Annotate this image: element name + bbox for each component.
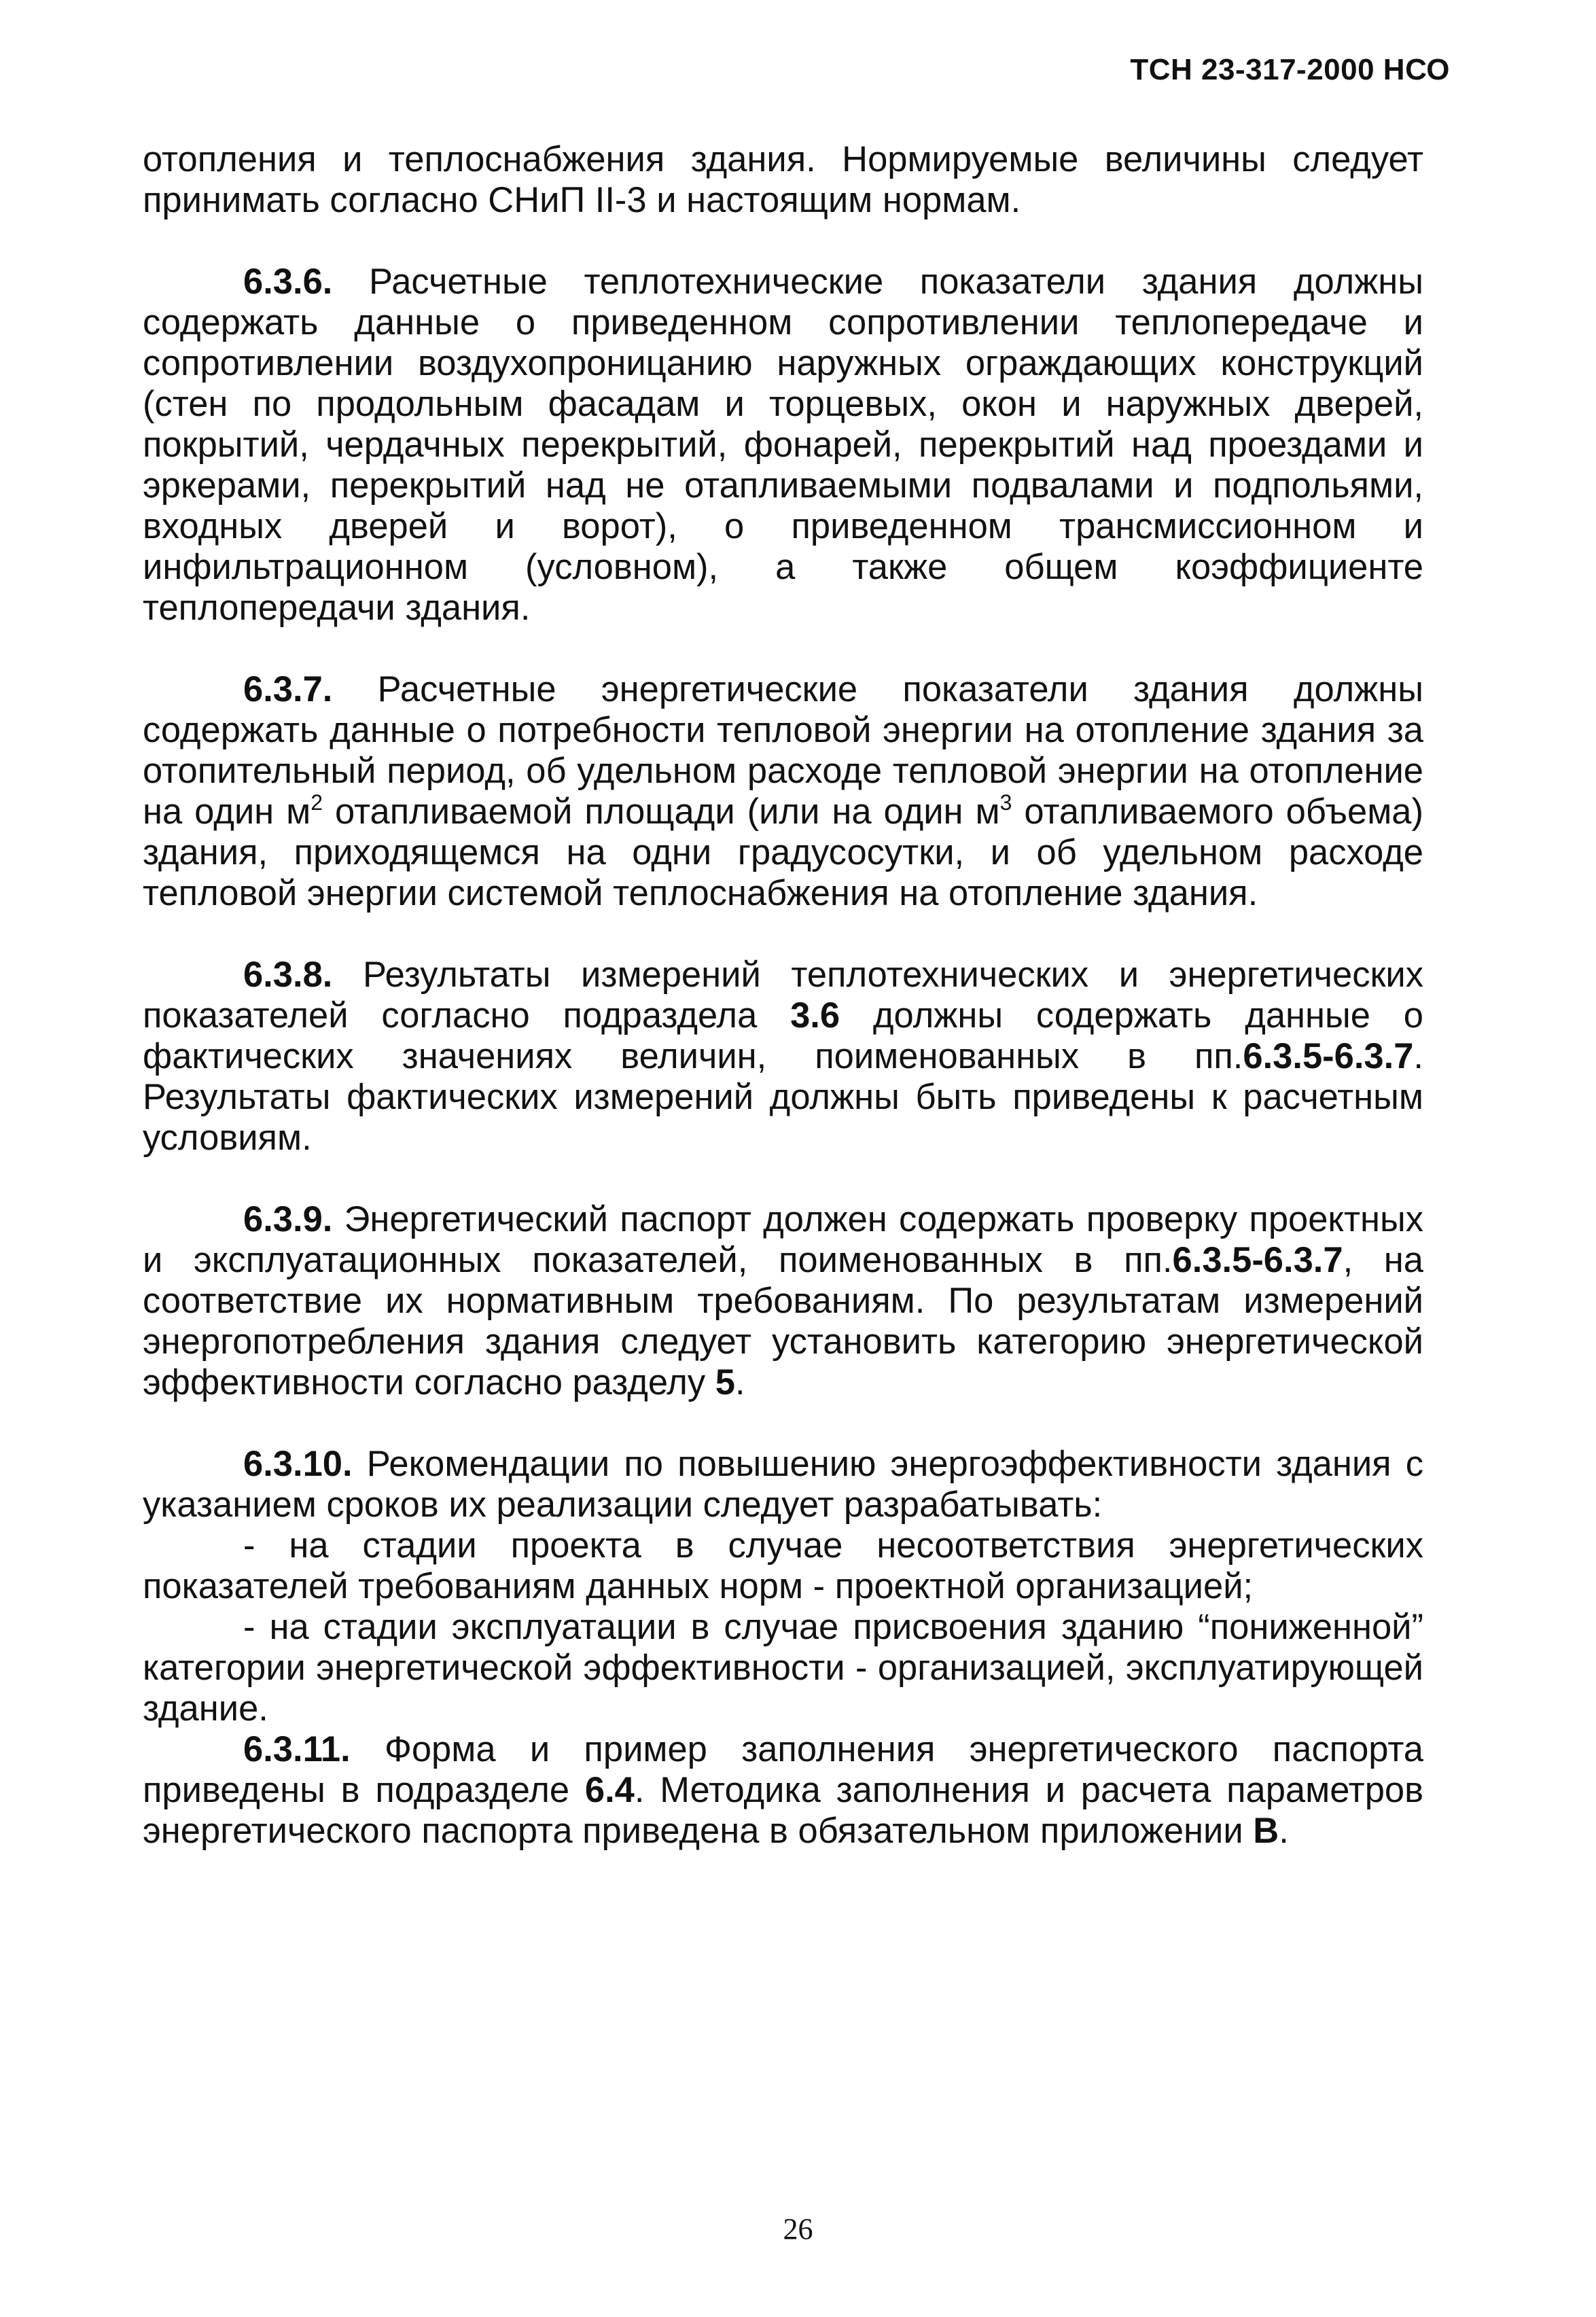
list-item-operation-stage: - на стадии эксплуатации в случае присвоения зданию “пониженной” категории энергетической эффективности - организацией, эксплуатирующей здание. bbox=[143, 1607, 1423, 1729]
clause-text: Рекомендации по повышению энергоэффективности здания с указанием сроков их реализации следует разрабатывать: bbox=[143, 1444, 1423, 1525]
clause-text: Форма и пример заполнения энергетического паспорта приведены в подразделе bbox=[143, 1729, 1423, 1810]
paragraph-continuation: отопления и теплоснабжения здания. Нормируемые величины следует принимать согласно СНиП II-3 и настоящим нормам. bbox=[143, 139, 1423, 220]
paragraph-6-3-7 bbox=[143, 669, 1423, 914]
clause-text: Энергетический паспорт должен содержать проверку проектных и эксплуатационных показателей, поименованных в пп. bbox=[143, 1199, 1423, 1280]
clause-text: Расчетные теплотехнические показатели здания должны содержать данные о приведенном сопротивлении теплопередаче и сопротивлении воздухопроницанию наружных ограждающих конструкций (стен по продольным фасадам и торцевых, окон и наружных дверей, покрытий, чердачных перекрытий, фонарей, перекрытий над проездами и эркерами, перекрытий над не отапливаемыми подвалами и подпольями, входных дверей и ворот), о приведенном трансмиссионном и инфильтрационном (условном), а также общем коэффициенте теплопередачи здания. bbox=[143, 262, 1423, 628]
paragraph-6-3-11 bbox=[143, 1729, 1423, 1852]
section-reference: 6.3.5-6.3.7 bbox=[1243, 1036, 1414, 1076]
clause-text: . Методика заполнения и расчета параметров энергетического паспорта приведена в обязательном приложении bbox=[143, 1770, 1424, 1851]
clause-number: 6.3.9. bbox=[243, 1199, 333, 1239]
section-reference: 6.4 bbox=[584, 1770, 635, 1810]
appendix-reference: В bbox=[1253, 1811, 1279, 1851]
clause-text: . bbox=[1279, 1811, 1289, 1851]
paragraph-6-3-6 bbox=[143, 262, 1423, 629]
paragraph-6-3-10 bbox=[143, 1444, 1423, 1525]
clause-text: Расчетные энергетические показатели здания должны содержать данные о потребности тепловой энергии на отопление здания за отопительный период, об удельном расходе тепловой энергии на отопление на один м bbox=[143, 669, 1423, 832]
clause-text: . bbox=[734, 1362, 745, 1402]
clause-text: отапливаемой площади (или на один м bbox=[323, 792, 1000, 832]
clause-number: 6.3.6. bbox=[243, 262, 333, 302]
superscript: 2 bbox=[311, 790, 323, 815]
clause-number: 6.3.7. bbox=[243, 669, 333, 709]
document-body bbox=[143, 139, 1423, 1852]
clause-text: , на соответствие их нормативным требованиям. По результатам измерений энергопотребления здания следует установить категорию энергетической эффективности согласно разделу bbox=[143, 1240, 1423, 1402]
section-reference: 3.6 bbox=[790, 995, 840, 1036]
clause-number: 6.3.11. bbox=[243, 1729, 351, 1769]
document-code-header: ТСН 23-317-2000 НСО bbox=[1130, 53, 1450, 86]
list-item-project-stage: - на стадии проекта в случае несоответствия энергетических показателей требованиям данных норм - проектной организацией; bbox=[143, 1525, 1423, 1606]
clause-text: должны содержать данные о фактических значениях величин, поименованных в пп. bbox=[143, 995, 1423, 1076]
section-reference: 6.3.5-6.3.7 bbox=[1172, 1240, 1343, 1280]
page-number: 26 bbox=[783, 2212, 813, 2246]
section-reference: 5 bbox=[715, 1362, 735, 1402]
clause-number: 6.3.10. bbox=[243, 1444, 353, 1484]
clause-text: отапливаемого объема) здания, приходящемся на одни градусосутки, и об удельном расходе тепловой энергии системой теплоснабжения на отопление здания. bbox=[143, 792, 1423, 913]
clause-text: . Результаты фактических измерений должны быть приведены к расчетным условиям. bbox=[143, 1036, 1423, 1158]
paragraph-6-3-9 bbox=[143, 1199, 1423, 1403]
clause-number: 6.3.8. bbox=[243, 955, 333, 995]
clause-text: Результаты измерений теплотехнических и энергетических показателей согласно подраздела bbox=[143, 955, 1423, 1036]
paragraph-6-3-8 bbox=[143, 955, 1423, 1158]
superscript: 3 bbox=[999, 790, 1012, 815]
